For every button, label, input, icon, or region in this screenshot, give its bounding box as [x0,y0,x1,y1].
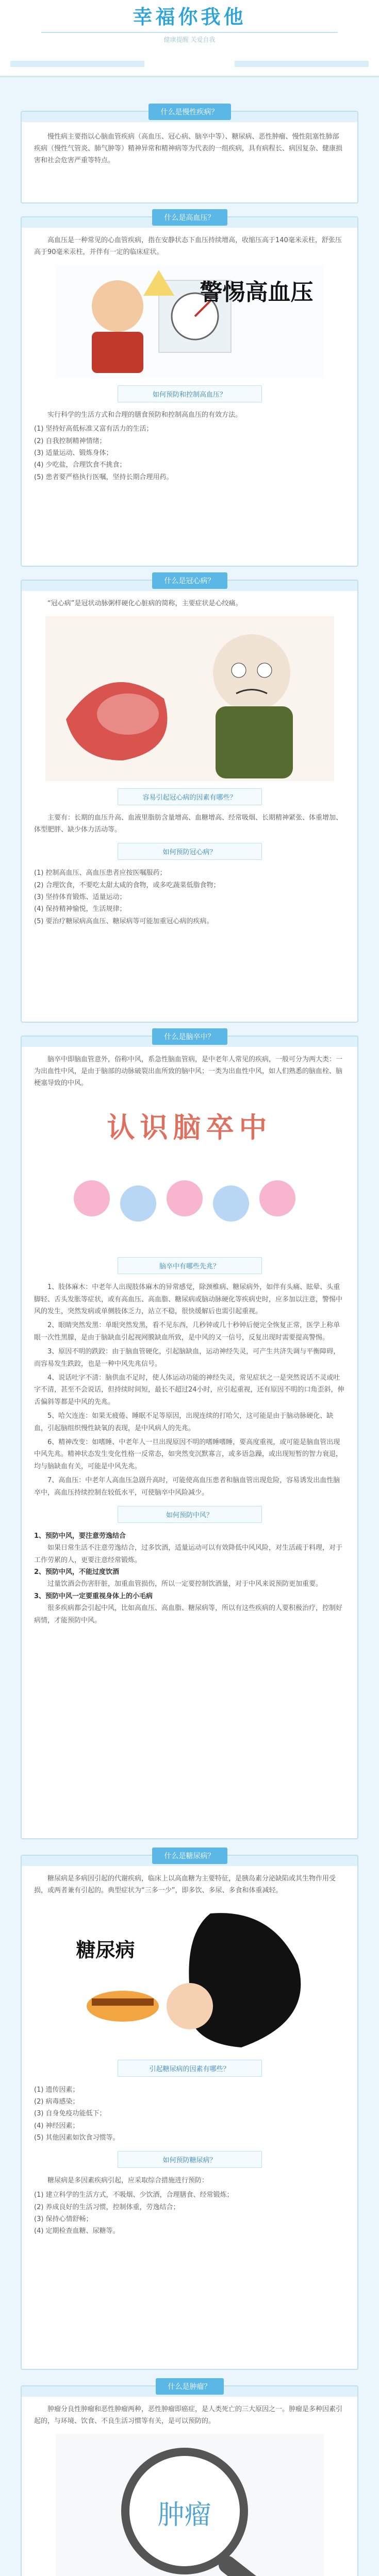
list-item: (2) 养成良好的生活习惯，控制体重，劳逸结合； [34,2203,180,2211]
stroke-prevention-list [34,1530,345,1626]
stroke-illustration [56,1095,324,1250]
decor-bar [235,61,369,67]
stroke-image [56,1095,324,1250]
tumor-illustration [56,2434,324,2576]
list-item: 1、预防中风，要注意劳逸结合 [34,1532,126,1540]
list-item: (1) 遗传因素； [34,2086,79,2094]
list-item: (5) 其他因素如饮食习惯等。 [34,2134,120,2142]
coronary-prevention-pill: 如何预防冠心病？ [118,843,262,860]
section-stroke [21,1033,358,1839]
section-hypertension [21,216,358,567]
section-heading: 什么是糖尿病？ [152,1848,227,1864]
list-item: (2) 合理饮食，不要吃太甜太咸的食物，或多吃蔬菜低脂食物； [34,881,220,889]
list-item: 3、原因不明的跌跤：由于脑血管硬化，引起脑缺血，运动神经失灵，可产生共济失调与平衡障碍，而容易发生跌跤，也是一种中风先兆信号。 [34,1348,340,1368]
section-heading: 什么是冠心病？ [152,572,227,589]
list-item: (4) 定期检查血糖、尿糖等。 [34,2227,120,2235]
diabetes-image-text: 糖尿病 [76,1938,135,1961]
list-item: 1、肢体麻木：中老年人出现肢体麻木的异常感觉，除颈椎病、糖尿病外，如伴有头痛、眩晕、头重脚轻、舌头发胀等症状，或有高血压、高血脂、糖尿病或脑动脉硬化等疾病史时，应多加以注意，警惕中风的发生，突然发病或单侧肢体乏力，站立不稳，很快缓解后也需引起重视。 [34,1283,343,1316]
list-item: (3) 保持心情舒畅； [34,2215,93,2223]
page-header [0,0,379,77]
coronary-illustration [45,616,334,781]
section-intro: 高血压是一种常见的心血管疾病，指在安静状态下血压持续增高，收缩压高于140毫米汞柱，舒张压高于90毫米汞柱，并伴有一定的临床症状。 [34,236,342,256]
list-item: (4) 少吃盐，合理饮食不挑食； [34,461,126,469]
list-item: (2) 病毒感染； [34,2097,79,2106]
section-heading: 什么是脑卒中？ [152,1028,227,1045]
diabetes-prevention-list [34,2189,345,2238]
diabetes-illustration [56,1903,324,2053]
stroke-signs-list [34,1281,345,1499]
diabetes-image [56,1903,324,2053]
section-coronary-heart-disease [21,577,358,1023]
list-item: 5、哈欠连连：如果无疲倦、睡眠不足等原因，出现连续的打哈欠，这可能是由于脑动脉硬化、缺血，引起脑组织慢性缺氧的表现，是中风病人的先兆。 [34,1412,334,1432]
section-body: 主要有：长期的血压升高、血液里脂肪含量增高、血糖增高、经常吸烟、长期精神紧张、体重增加、体型肥胖、缺少体力活动等。 [34,814,343,834]
section-body: 实行科学的生活方式和合理的膳食预防和控制高血压的有效方法。 [47,411,242,419]
list-item: (1) 建立科学的生活方式，不吸烟、少饮酒，合理膳食、经常锻炼； [34,2191,234,2199]
list-item: 7、高血压：中老年人高血压急剧升高时，可能使高血压患者和脑血管出现危险，容易诱发出血性脑卒中，高血压持续控制在较低水平，可使脑卒中风险减少。 [34,1477,340,1497]
diabetes-prevention-pill: 如何预防糖尿病？ [118,2151,262,2168]
list-item: 过量饮酒会伤害肝脏，加重血管损伤，所以一定要控制饮酒量，对于中风来说预防更加重要。 [47,1580,323,1588]
stroke-prevention-pill: 如何预防中风？ [118,1506,262,1523]
list-item: (5) 要治疗糖尿病高血压、糖尿病等可能加重冠心病的疾病。 [34,917,213,925]
coronary-image [45,616,334,781]
divider [41,32,338,33]
section-intro: “冠心病”是冠状动脉粥样硬化心脏病的简称，主要症状是心绞痛。 [47,600,242,607]
section-intro: 肿瘤分良性肿瘤和恶性肿瘤两种，恶性肿瘤即癌症，是人类死亡的三大原因之一。肿瘤是多种因素引起的，与环境、饮食、不良生活习惯等有关，是可以预防的。 [34,2405,343,2425]
list-item: 如果日常生活不注意劳逸结合，过多饮酒，适量运动可以有效降低中风风险，对生活疏于料理，对于工作劳累的人，更要注意经常锻炼。 [34,1544,343,1564]
stroke-image-text: 认识脑卒中 [107,1111,272,1144]
list-item: (5) 患者要严格执行医嘱，坚持长期合理用药。 [34,473,173,481]
section-body: 糖尿病是多因素疾病引起，应采取综合措施进行预防： [47,2177,209,2185]
section-intro: 慢性病主要指以心脑血管疾病（高血压、冠心病、脑卒中等）、糖尿病、恶性肿瘤、慢性阻塞性肺部疾病（慢性气管炎、肺气肿等）精神异常和精神病等为代表的一组疾病，具有病程长、病因复杂、健康损害和社会危害严重等特点。 [34,133,343,164]
section-diabetes [21,1852,358,2370]
decor-bar [10,61,144,67]
page-title: 幸福你我他 [133,6,246,28]
section-heading: 什么是肿瘤？ [156,2378,224,2395]
list-item: 2、眼睛突然发黑：单眼突然发黑，看不见东西，几秒钟或几十秒钟后便完全恢复正常，医学上称单眼一次性黑朦，是由于脑缺血引起视网膜缺血所致，是中风的又一信号，反复出现时需要提高警惕。 [34,1321,340,1342]
list-item: (3) 适量运动、锻炼身体； [34,449,113,457]
coronary-tips-list [34,867,345,927]
list-item: 2、预防中风，不能过度饮酒 [34,1568,120,1577]
list-item: (3) 坚持体育锻炼、适量运动； [34,893,126,902]
section-tumor [21,2385,358,2576]
hypertension-prevention-pill: 如何预防和控制高血压？ [118,385,262,402]
coronary-risk-pill: 容易引起冠心病的因素有哪些？ [118,788,262,805]
list-item: (4) 神经因素； [34,2122,79,2130]
list-item: (4) 保持精神愉悦，生活规律； [34,905,126,913]
section-chronic-disease [21,108,358,204]
section-intro: 糖尿病是多病因引起的代谢疾病，临床上以高血糖为主要特征，是胰岛素分泌缺陷或其生物作用受损，或两者兼有引起的。典型症状为“三多一少”，即多饮、多尿、多食和体重减轻。 [34,1875,336,1894]
tumor-image-text: 肿瘤 [157,2499,211,2531]
list-item: 很多疾病都会引起中风，比如高血压、高血脂、糖尿病等，所以有这些疾病的人要积极治疗，控制好病情，才能预防中风。 [34,1604,343,1624]
diabetes-risk-list [34,2084,345,2144]
hypertension-tips-list [34,423,345,483]
list-item: (3) 自身免疫功能低下； [34,2110,106,2118]
list-item: 3、预防中风一定要重视身体上的小毛病 [34,1592,153,1600]
hypertension-image-text: 警惕高血压 [200,279,314,306]
list-item: (1) 控制高血压、高血压患者应按医嘱服药； [34,869,167,877]
section-intro: 脑卒中即脑血管意外，俗称中风，系急性脑血管病，是中老年人常见的疾病，一般可分为两大类：一为出血性中风，是由于脑部的动脉破裂出血所致的脑中风；一类为出血性中风，如人们熟悉的脑血栓、脑梗塞导致的中风。 [34,1056,343,1087]
section-heading: 什么是高血压？ [152,209,227,226]
stroke-signs-pill: 脑卒中有哪些先兆？ [118,1257,262,1274]
section-heading: 什么是慢性疾病？ [149,104,231,120]
list-item: 4、说话吐字不清：脑供血不足时，使人体运动功能的神经失灵，常见症状之一是突然说话不灵或吐字不清，甚至不会说话，但持续时间短，最长不超过24小时，应引起重视，还有原因不明的口角歪斜，伸舌偏斜等都是中风的先兆。 [34,1374,344,1406]
list-item: 6、精神改变：如嗜睡、中老年人一旦出现原因不明的嗜睡嗜睡，要高度重视，或可能是脑血管出现中风先兆。精神状态发生变化性格一反常态，如突然变沉默寡言，或多语急躁，或出现短暂的智力衰退，均与脑缺血有关，可能是中风先兆。 [34,1438,343,1470]
page-subtitle: 健康提醒 关爱自我 [163,36,216,43]
list-item: (2) 自我控制精神情绪； [34,437,106,445]
list-item: (1) 坚持好高低标准又富有活力的生活； [34,425,153,433]
diabetes-risk-pill: 引起糖尿病的因素有哪些？ [118,2060,262,2077]
hypertension-illustration [56,265,324,378]
